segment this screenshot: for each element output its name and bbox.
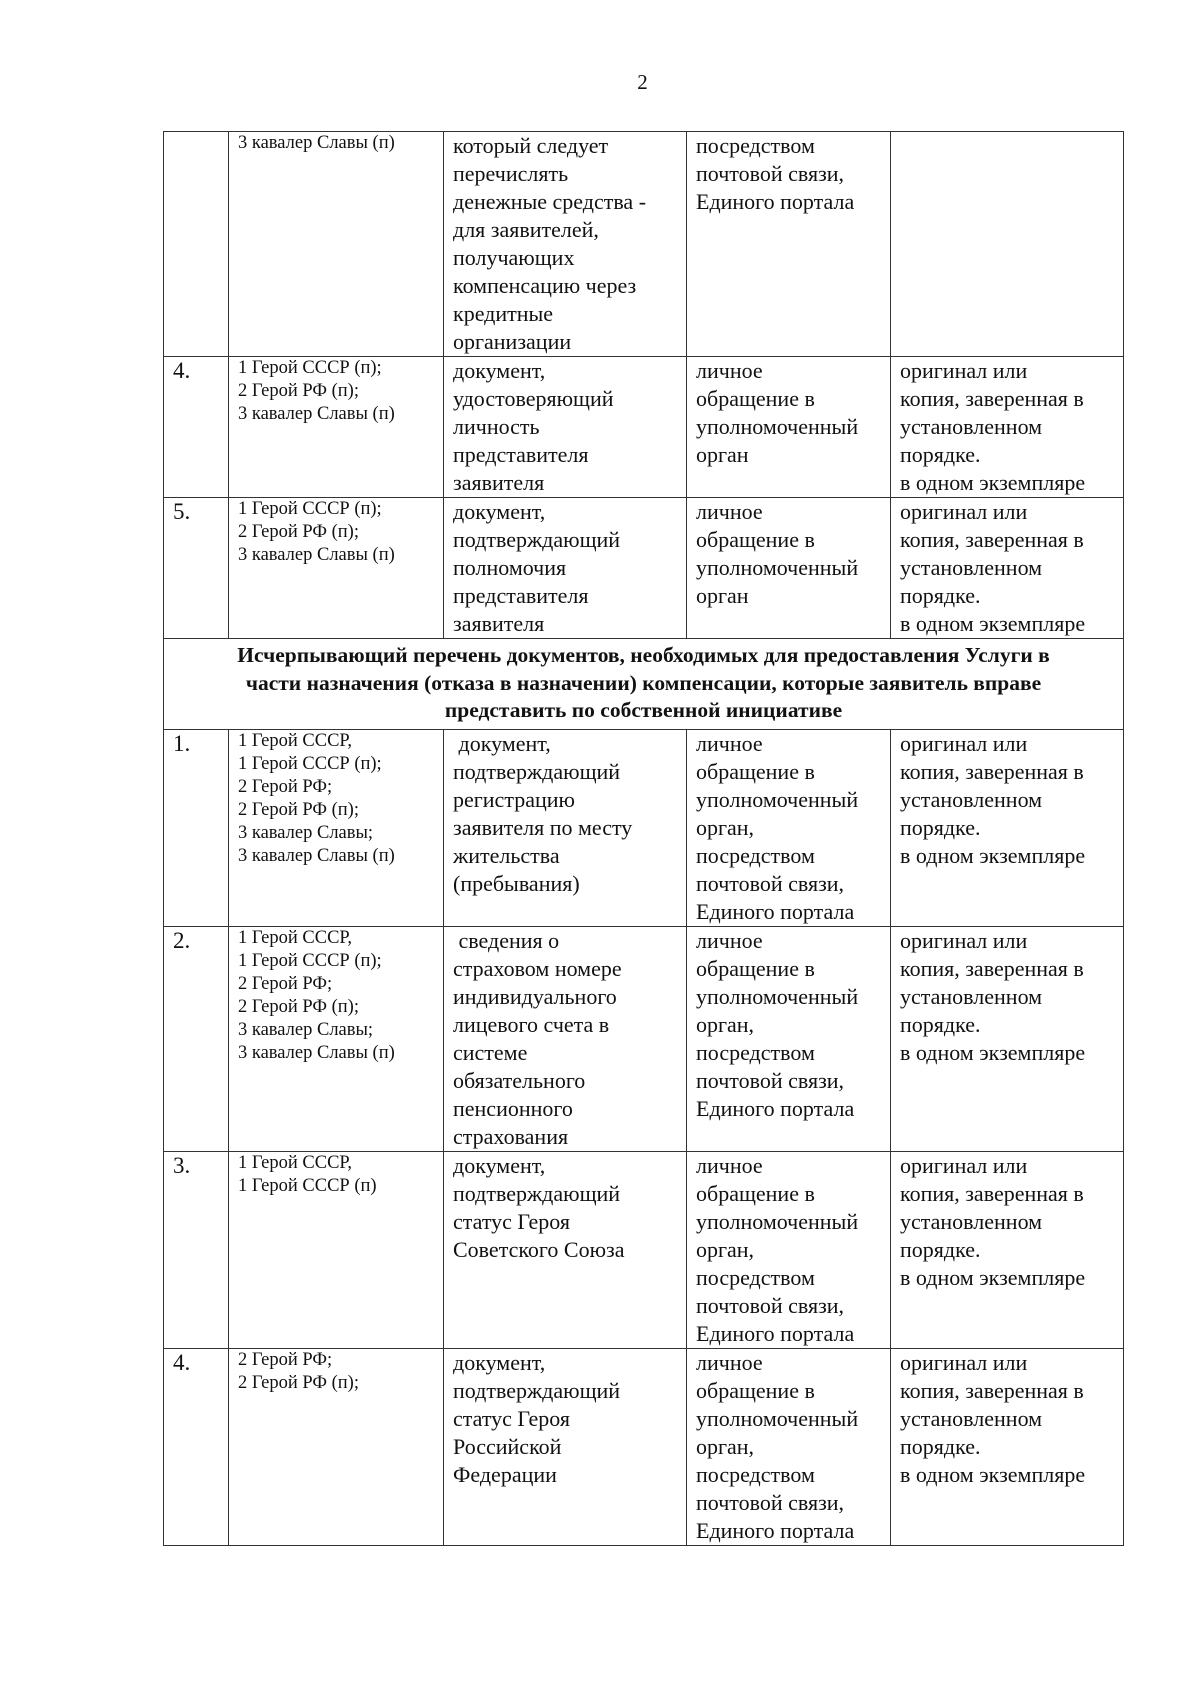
form-line: порядке. [900,1433,981,1459]
form-line: оригинал или [900,499,1028,524]
method-line: орган, [696,814,755,840]
document-line: системе [453,1039,528,1065]
document-name [444,729,687,926]
row-number: 4. [164,1348,229,1545]
submission-method [687,357,891,498]
document-name [444,926,687,1151]
document-line: Российской [453,1433,562,1459]
form-line: установленном [900,414,1043,439]
section-header [164,639,1124,730]
method-line: Единого портала [696,1517,855,1543]
category-line: 3 кавалер Славы (п) [238,845,395,866]
method-line: уполномоченный [696,555,859,580]
method-line: Единого портала [696,189,855,214]
form-line: оригинал или [900,358,1028,383]
category-line: 1 Герой СССР (п); [238,358,382,378]
document-form [891,1348,1124,1545]
method-line: уполномоченный [696,1208,859,1234]
form-line: установленном [900,555,1043,580]
category-line: 2 Герой РФ (п); [238,381,359,401]
category-line: 2 Герой РФ; [238,973,333,994]
document-form [891,1151,1124,1348]
document-line: удостоверяющий [453,386,614,411]
form-line: копия, заверенная в [900,758,1084,784]
document-line: регистрацию [453,786,575,812]
documents-table [163,131,1124,1546]
form-line: копия, заверенная в [900,1180,1084,1206]
applicant-categories [229,498,444,639]
method-line: уполномоченный [696,1405,859,1431]
document-name [444,357,687,498]
category-line: 2 Герой РФ; [238,776,333,797]
form-line: порядке. [900,1011,981,1037]
method-line: обращение в [696,527,815,552]
document-line: жительства [453,842,560,868]
method-line: почтовой связи, [696,870,845,896]
document-line: Советского Союза [453,1236,625,1262]
document-line: личность [453,414,540,439]
method-line: личное [696,1152,763,1178]
form-line: в одном экземпляре [900,1039,1086,1065]
submission-method [687,729,891,926]
section-header-row [164,639,1124,730]
document-line: полномочия [453,555,567,580]
document-line: обязательного [453,1067,586,1093]
method-line: обращение в [696,1180,815,1206]
form-line: копия, заверенная в [900,386,1084,411]
form-line: порядке. [900,583,981,608]
page-number: 2 [637,70,648,94]
document-line: документ, [453,1152,546,1178]
row-number: 2. [164,926,229,1151]
document-line: перечислять [453,161,569,186]
applicant-categories [229,357,444,498]
document-line: (пребывания) [453,870,580,896]
document-line: представителя [453,442,589,467]
form-line: в одном экземпляре [900,1461,1086,1487]
document-form [891,132,1124,357]
document-form [891,926,1124,1151]
method-line: Единого портала [696,898,855,924]
method-line: личное [696,358,763,383]
form-line: в одном экземпляре [900,1264,1086,1290]
form-line: установленном [900,786,1043,812]
document-line: документ, [453,730,551,756]
table-row [164,1348,1124,1545]
category-line: 3 кавалер Славы; [238,1019,374,1040]
method-line: орган, [696,1433,755,1459]
form-line: оригинал или [900,927,1028,953]
method-line: личное [696,730,763,756]
method-line: орган [696,583,749,608]
form-line: установленном [900,983,1043,1009]
document-line: пенсионного [453,1095,573,1121]
submission-method [687,926,891,1151]
category-line: 1 Герой СССР (п); [238,753,382,774]
method-line: орган, [696,1236,755,1262]
document-line: получающих [453,245,575,270]
table-row [164,729,1124,926]
method-line: Единого портала [696,1320,855,1346]
table-row [164,926,1124,1151]
document-line: статус Героя [453,1405,570,1431]
category-line: 2 Герой РФ; [238,1349,333,1370]
form-line: порядке. [900,814,981,840]
document-line: статус Героя [453,1208,570,1234]
form-line: копия, заверенная в [900,527,1084,552]
table-row [164,357,1124,498]
method-line: обращение в [696,758,815,784]
method-line: обращение в [696,386,815,411]
method-line: обращение в [696,955,815,981]
method-line: уполномоченный [696,786,859,812]
method-line: посредством [696,1461,815,1487]
document-line: заявителя по месту [453,814,633,840]
document-name [444,1151,687,1348]
applicant-categories [229,1348,444,1545]
document-form [891,357,1124,498]
applicant-categories [229,1151,444,1348]
document-form [891,498,1124,639]
form-line: установленном [900,1208,1043,1234]
applicant-categories [229,132,444,357]
form-line: оригинал или [900,730,1028,756]
category-line: 3 кавалер Славы (п) [238,545,395,565]
document-line: подтверждающий [453,1180,621,1206]
document-line: документ, [453,499,546,524]
row-number: 1. [164,729,229,926]
document-line: компенсацию через [453,273,637,298]
document-line: лицевого счета в [453,1011,610,1037]
document-line: Федерации [453,1461,557,1487]
method-line: орган, [696,1011,755,1037]
submission-method [687,132,891,357]
form-line: в одном экземпляре [900,842,1086,868]
category-line: 1 Герой СССР (п) [238,1175,377,1196]
row-number: 3. [164,1151,229,1348]
method-line: почтовой связи, [696,161,845,186]
document-line: представителя [453,583,589,608]
section-header-line: части назначения (отказа в назначении) компенсации, которые заявитель вправе [245,670,1042,695]
form-line: порядке. [900,442,981,467]
submission-method [687,498,891,639]
document-form [891,729,1124,926]
method-line: посредством [696,1039,815,1065]
document-line: индивидуального [453,983,617,1009]
method-line: личное [696,499,763,524]
category-line: 3 кавалер Славы (п) [238,133,395,153]
document-line: документ, [453,358,546,383]
category-line: 2 Герой РФ (п); [238,996,359,1017]
category-line: 2 Герой РФ (п); [238,1372,359,1393]
section-header-line: представить по собственной инициативе [444,698,843,722]
form-line: в одном экземпляре [900,611,1086,636]
document-line: заявителя [453,470,545,495]
document-line: сведения о [453,927,560,953]
document-name [444,132,687,357]
category-line: 1 Герой СССР (п); [238,499,382,519]
method-line: почтовой связи, [696,1489,845,1515]
form-line: порядке. [900,1236,981,1262]
method-line: посредством [696,842,815,868]
submission-method [687,1151,891,1348]
submission-method [687,1348,891,1545]
method-line: посредством [696,133,815,158]
document-line: денежные средства - [453,189,647,214]
row-number: 5. [164,498,229,639]
category-line: 3 кавалер Славы (п) [238,404,395,424]
applicant-categories [229,729,444,926]
method-line: обращение в [696,1377,815,1403]
document-line: документ, [453,1349,546,1375]
method-line: почтовой связи, [696,1292,845,1318]
method-line: посредством [696,1264,815,1290]
document-line: подтверждающий [453,527,621,552]
method-line: Единого портала [696,1095,855,1121]
method-line: личное [696,927,763,953]
document-line: заявителя [453,611,545,636]
document-line: подтверждающий [453,758,621,784]
document-name [444,1348,687,1545]
row-number: 4. [164,357,229,498]
category-line: 3 кавалер Славы (п) [238,1042,395,1063]
category-line: 1 Герой СССР, [238,1152,353,1173]
form-line: копия, заверенная в [900,955,1084,981]
table-row [164,132,1124,357]
form-line: копия, заверенная в [900,1377,1084,1403]
document-line: подтверждающий [453,1377,621,1403]
table-row [164,498,1124,639]
form-line: в одном экземпляре [900,470,1086,495]
category-line: 1 Герой СССР, [238,730,353,751]
document-line: организации [453,329,572,354]
section-header-line: Исчерпывающий перечень документов, необходимых для предоставления Услуги в [237,643,1050,667]
method-line: уполномоченный [696,414,859,439]
form-line: оригинал или [900,1349,1028,1375]
document-line: кредитные [453,301,554,326]
method-line: личное [696,1349,763,1375]
method-line: уполномоченный [696,983,859,1009]
table-row [164,1151,1124,1348]
category-line: 2 Герой РФ (п); [238,522,359,542]
method-line: почтовой связи, [696,1067,845,1093]
category-line: 1 Герой СССР, [238,927,353,948]
row-number [164,132,229,357]
category-line: 1 Герой СССР (п); [238,950,382,971]
document-line: страхования [453,1123,569,1149]
applicant-categories [229,926,444,1151]
category-line: 3 кавалер Славы; [238,822,374,843]
document-line: который следует [453,133,609,158]
category-line: 2 Герой РФ (п); [238,799,359,820]
document-name [444,498,687,639]
document-line: для заявителей, [453,217,599,242]
document-line: страховом номере [453,955,622,981]
form-line: установленном [900,1405,1043,1431]
method-line: орган [696,442,749,467]
form-line: оригинал или [900,1152,1028,1178]
